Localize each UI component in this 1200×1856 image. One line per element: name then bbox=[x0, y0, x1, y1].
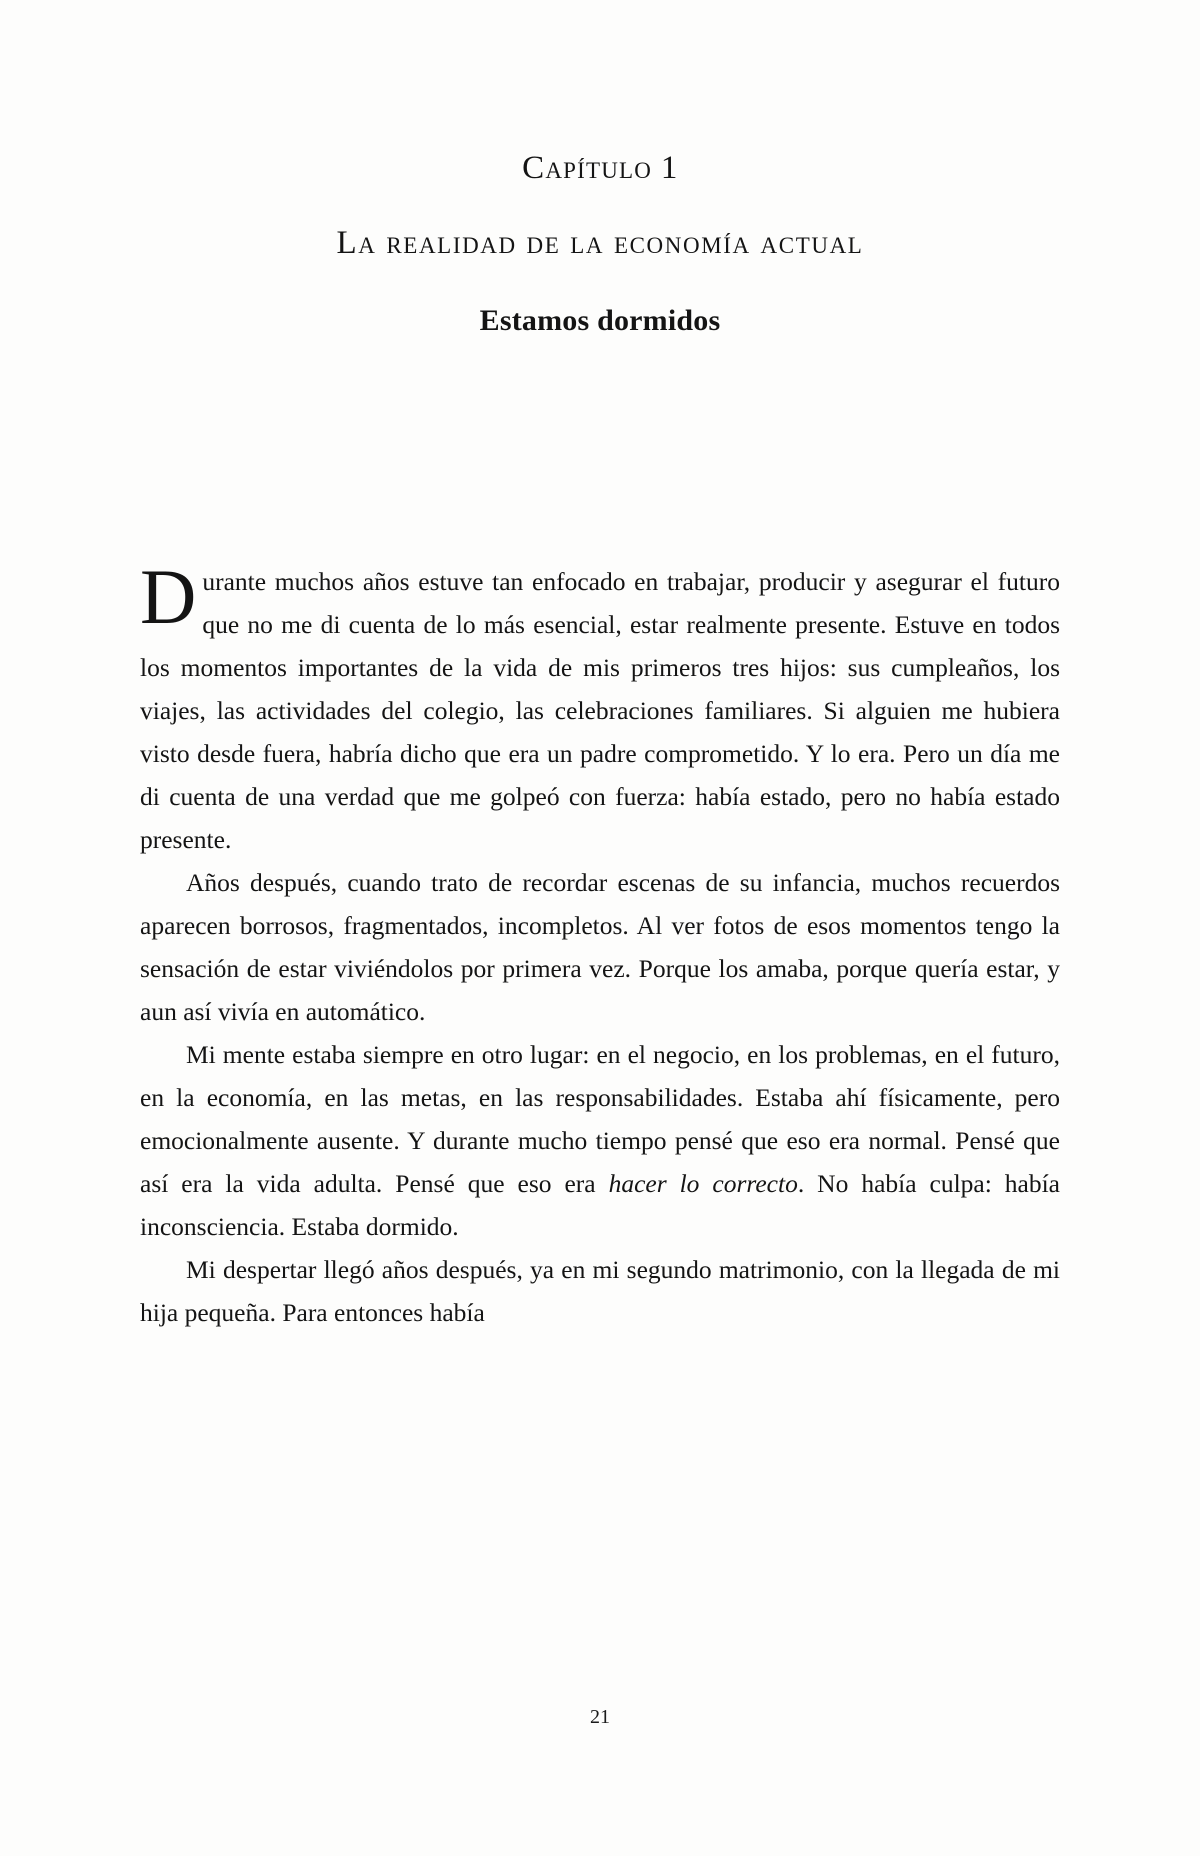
drop-cap: D bbox=[140, 553, 197, 640]
chapter-label: Capítulo bbox=[522, 150, 653, 186]
paragraph-1-text: urante muchos años estuve tan enfocado en trabajar, producir y asegurar el futuro que no me di cuenta de lo más esencial, estar realmente presente. Estuve en todos los momentos importantes de la vida de mis primeros tres hijos: sus cumpleaños, los viajes, las actividades del colegio, las celebraciones familiares. Si alguien me hubiera visto desde fuera, habría dicho que era un padre comprometido. Y lo era. Pero un día me di cuenta de una verdad que me golpeó con fuerza: había estado, pero no había estado presente. bbox=[140, 567, 1060, 854]
chapter-number: 1 bbox=[660, 150, 678, 186]
chapter-title: La realidad de la economía actual bbox=[336, 225, 864, 261]
paragraph-3 bbox=[140, 1033, 1060, 1248]
chapter-number-heading bbox=[140, 150, 1060, 187]
paragraph-3-emphasis: hacer lo correcto bbox=[608, 1169, 798, 1198]
paragraph-4: Mi despertar llegó años después, ya en mi segundo matrimonio, con la llegada de mi hija pequeña. Para entonces había bbox=[140, 1255, 1060, 1327]
body-text bbox=[140, 553, 1060, 1334]
chapter-subtitle: Estamos dormidos bbox=[479, 304, 721, 337]
paragraph-3-text-part2: . No había culpa: había inconsciencia. Estaba dormido. bbox=[140, 1169, 1060, 1241]
page-content bbox=[140, 150, 1060, 1334]
paragraph-2: Años después, cuando trato de recordar escenas de su infancia, muchos recuerdos aparecen borrosos, fragmentados, incompletos. Al ver fotos de esos momentos tengo la sensación de estar viviéndolos por primera vez. Porque los amaba, porque quería estar, y aun así vivía en automático. bbox=[140, 868, 1060, 1026]
page-number: 21 bbox=[590, 1706, 610, 1728]
paragraph-1 bbox=[140, 553, 1060, 861]
paragraph-3-text-part1: Mi mente estaba siempre en otro lugar: en el negocio, en los problemas, en el futuro, en la economía, en las metas, en las responsabilidades. Estaba ahí físicamente, pero emocionalmente ausente. Y durante mucho tiempo pensé que eso era normal. Pensé que así era la vida adulta. Pensé que eso era bbox=[140, 1040, 1060, 1198]
